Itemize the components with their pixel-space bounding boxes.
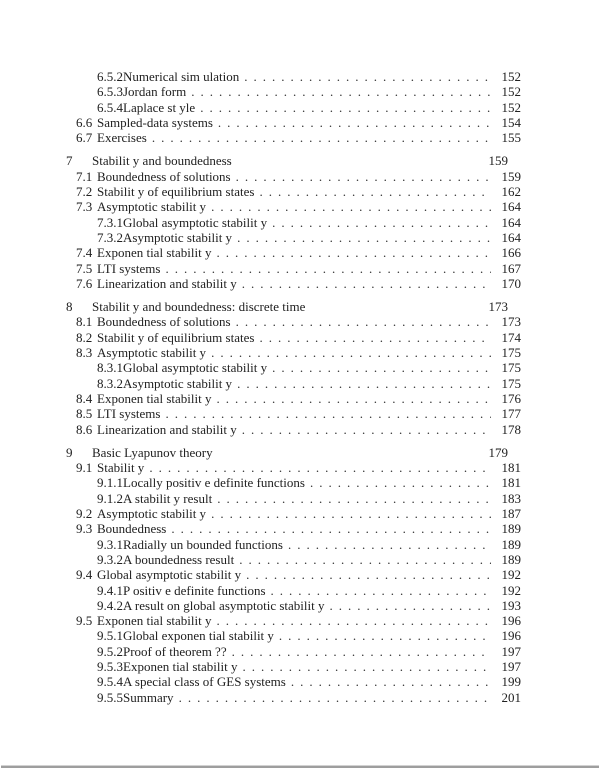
toc-entry[interactable] bbox=[76, 613, 521, 628]
entry-number: 9.2 bbox=[76, 506, 93, 522]
entry-title: Exponen tial stabilit y bbox=[97, 245, 212, 261]
entry-page-number: 201 bbox=[501, 689, 521, 705]
toc-entry[interactable] bbox=[97, 100, 521, 115]
entry-number: 9.3.2 bbox=[97, 551, 123, 567]
toc-entry[interactable] bbox=[97, 537, 521, 552]
entry-number: 9.3 bbox=[76, 521, 93, 537]
entry-title: Linearization and stabilit y bbox=[97, 275, 237, 291]
toc-entry[interactable] bbox=[97, 628, 521, 643]
entry-number: 9.5.2 bbox=[97, 643, 123, 659]
dot-leader bbox=[242, 422, 491, 437]
entry-title: A stabilit y result bbox=[123, 490, 213, 506]
toc-entry[interactable] bbox=[97, 376, 521, 391]
entry-number: 9 bbox=[66, 444, 73, 460]
entry-number: 9.5.3 bbox=[97, 658, 123, 674]
dot-leader bbox=[242, 276, 491, 291]
entry-title: Basic Lyapunov theory bbox=[92, 444, 213, 460]
entry-page-number: 192 bbox=[501, 567, 521, 583]
entry-page-number: 196 bbox=[501, 613, 521, 629]
entry-number: 9.5 bbox=[76, 613, 93, 629]
entry-number: 8.5 bbox=[76, 406, 93, 422]
dot-leader bbox=[211, 345, 491, 360]
dot-leader bbox=[236, 314, 491, 329]
dot-leader bbox=[237, 376, 491, 391]
toc-entry[interactable] bbox=[97, 491, 521, 506]
entry-number: 7.1 bbox=[76, 168, 93, 184]
toc-entry[interactable] bbox=[76, 199, 521, 214]
dot-leader bbox=[259, 184, 491, 199]
entry-number: 8.1 bbox=[76, 314, 93, 330]
dot-leader bbox=[217, 491, 491, 506]
dot-leader bbox=[279, 628, 491, 643]
entry-page-number: 181 bbox=[501, 460, 521, 476]
entry-title: LTI systems bbox=[97, 260, 161, 276]
dot-leader bbox=[216, 245, 491, 260]
entry-title: Radially un bounded functions bbox=[123, 536, 283, 552]
entry-number: 7.4 bbox=[76, 245, 93, 261]
toc-entry[interactable] bbox=[76, 245, 521, 260]
entry-number: 6.7 bbox=[76, 130, 93, 146]
entry-page-number: 183 bbox=[501, 490, 521, 506]
toc-entry[interactable] bbox=[76, 521, 521, 536]
dot-leader bbox=[237, 230, 491, 245]
entry-title: Asymptotic stabilit y bbox=[97, 345, 207, 361]
toc-entry[interactable] bbox=[97, 230, 521, 245]
entry-page-number: 164 bbox=[501, 214, 521, 230]
entry-page-number: 174 bbox=[501, 329, 521, 345]
toc-block bbox=[66, 299, 521, 437]
entry-title: P ositiv e definite functions bbox=[123, 582, 266, 598]
dot-leader bbox=[216, 613, 491, 628]
entry-title: Summary bbox=[123, 689, 174, 705]
entry-number: 9.4 bbox=[76, 567, 93, 583]
entry-title: LTI systems bbox=[97, 406, 161, 422]
entry-number: 9.1 bbox=[76, 460, 93, 476]
dot-leader bbox=[179, 690, 491, 705]
entry-page-number: 193 bbox=[501, 597, 521, 613]
entry-page-number: 192 bbox=[501, 582, 521, 598]
toc-entry[interactable] bbox=[76, 460, 521, 475]
entry-page-number: 197 bbox=[501, 658, 521, 674]
entry-title: Boundedness of solutions bbox=[97, 168, 231, 184]
entry-page-number: 189 bbox=[501, 536, 521, 552]
toc-block bbox=[66, 153, 521, 291]
toc-entry[interactable] bbox=[97, 360, 521, 375]
entry-number: 7.2 bbox=[76, 184, 93, 200]
entry-title: Boundedness bbox=[97, 521, 167, 537]
entry-page-number: 152 bbox=[501, 99, 521, 115]
dot-leader bbox=[165, 261, 491, 276]
entry-page-number: 196 bbox=[501, 628, 521, 644]
entry-page-number: 159 bbox=[501, 168, 521, 184]
entry-number: 6.5.3 bbox=[97, 84, 123, 100]
toc-entry[interactable] bbox=[76, 406, 521, 421]
toc-entry[interactable] bbox=[76, 169, 521, 184]
entry-page-number: 199 bbox=[501, 674, 521, 690]
entry-title: Laplace st yle bbox=[123, 99, 196, 115]
entry-number: 7.6 bbox=[76, 275, 93, 291]
entry-title: A result on global asymptotic stabilit y bbox=[123, 597, 325, 613]
entry-number: 8.2 bbox=[76, 329, 93, 345]
entry-page-number: 152 bbox=[501, 69, 521, 84]
entry-page-number: 173 bbox=[488, 299, 508, 315]
entry-page-number: 155 bbox=[501, 130, 521, 146]
dot-leader bbox=[288, 537, 491, 552]
toc-entry[interactable] bbox=[97, 69, 521, 84]
entry-page-number: 152 bbox=[501, 84, 521, 100]
toc-entry[interactable] bbox=[76, 330, 521, 345]
entry-title: Locally positiv e definite functions bbox=[123, 475, 305, 491]
toc-entry[interactable] bbox=[97, 583, 521, 598]
entry-number: 7.3.1 bbox=[97, 214, 123, 230]
entry-number: 9.4.2 bbox=[97, 597, 123, 613]
entry-number: 6.6 bbox=[76, 114, 93, 130]
entry-title: Stabilit y of equilibrium states bbox=[97, 184, 255, 200]
entry-page-number: 164 bbox=[501, 199, 521, 215]
entry-page-number: 177 bbox=[501, 406, 521, 422]
entry-title: Global exponen tial stabilit y bbox=[123, 628, 274, 644]
entry-title: Boundedness of solutions bbox=[97, 314, 231, 330]
entry-title: Stabilit y and boundedness: discrete time bbox=[92, 299, 306, 315]
entry-number: 6.5.2 bbox=[97, 69, 123, 84]
entry-title: Jordan form bbox=[123, 84, 187, 100]
entry-page-number: 176 bbox=[501, 390, 521, 406]
entry-title: Proof of theorem ?? bbox=[123, 643, 227, 659]
entry-page-number: 197 bbox=[501, 643, 521, 659]
dot-leader bbox=[239, 552, 491, 567]
entry-title: Asymptotic stabilit y bbox=[97, 506, 207, 522]
entry-title: Exercises bbox=[97, 130, 147, 146]
dot-leader bbox=[165, 406, 491, 421]
entry-page-number: 166 bbox=[501, 245, 521, 261]
entry-number: 9.1.1 bbox=[97, 475, 123, 491]
dot-leader bbox=[246, 567, 491, 582]
entry-number: 8.6 bbox=[76, 421, 93, 437]
toc-entry[interactable] bbox=[97, 644, 521, 659]
toc-entry[interactable] bbox=[97, 215, 521, 230]
entry-page-number: 189 bbox=[501, 551, 521, 567]
entry-number: 9.3.1 bbox=[97, 536, 123, 552]
dot-leader bbox=[310, 475, 491, 490]
entry-title: Global asymptotic stabilit y bbox=[123, 214, 268, 230]
entry-title: Exponen tial stabilit y bbox=[123, 658, 238, 674]
dot-leader bbox=[244, 69, 491, 84]
dot-leader bbox=[291, 674, 491, 689]
entry-page-number: 159 bbox=[488, 153, 508, 169]
entry-number: 9.5.4 bbox=[97, 674, 123, 690]
entry-title: Stabilit y bbox=[97, 460, 145, 476]
entry-number: 9.5.5 bbox=[97, 689, 123, 705]
toc-entry[interactable] bbox=[76, 261, 521, 276]
entry-title: Exponen tial stabilit y bbox=[97, 390, 212, 406]
entry-title: Numerical sim ulation bbox=[123, 69, 240, 84]
dot-leader bbox=[218, 115, 491, 130]
entry-number: 7.3.2 bbox=[97, 229, 123, 245]
entry-title: Global asymptotic stabilit y bbox=[123, 360, 268, 376]
entry-title: Stabilit y of equilibrium states bbox=[97, 329, 255, 345]
toc-entry[interactable] bbox=[76, 391, 521, 406]
entry-page-number: 187 bbox=[501, 506, 521, 522]
entry-number: 8.4 bbox=[76, 390, 93, 406]
entry-number: 6.5.4 bbox=[97, 99, 123, 115]
dot-leader bbox=[211, 199, 491, 214]
toc-entry[interactable] bbox=[76, 506, 521, 521]
toc-entry[interactable] bbox=[76, 567, 521, 582]
toc-entry[interactable] bbox=[76, 422, 521, 437]
entry-title: Exponen tial stabilit y bbox=[97, 613, 212, 629]
entry-number: 8 bbox=[66, 299, 73, 315]
toc-entry[interactable] bbox=[76, 345, 521, 360]
dot-leader bbox=[216, 391, 491, 406]
toc-entry[interactable] bbox=[76, 115, 521, 130]
toc-entry[interactable] bbox=[76, 276, 521, 291]
dot-leader bbox=[271, 583, 492, 598]
dot-leader bbox=[191, 84, 491, 99]
entry-number: 7.5 bbox=[76, 260, 93, 276]
toc-entry[interactable] bbox=[97, 84, 521, 99]
toc-block bbox=[66, 69, 521, 145]
entry-page-number: 175 bbox=[501, 360, 521, 376]
toc-entry[interactable] bbox=[97, 690, 521, 705]
entry-title: A special class of GES systems bbox=[123, 674, 286, 690]
entry-page-number: 175 bbox=[501, 345, 521, 361]
toc-entry[interactable] bbox=[97, 674, 521, 689]
dot-leader bbox=[259, 330, 491, 345]
toc-entry[interactable] bbox=[76, 314, 521, 329]
entry-title: Sampled-data systems bbox=[97, 114, 213, 130]
entry-page-number: 154 bbox=[501, 114, 521, 130]
entry-number: 8.3 bbox=[76, 345, 93, 361]
dot-leader bbox=[171, 521, 491, 536]
toc-entry[interactable] bbox=[97, 552, 521, 567]
entry-number: 8.3.2 bbox=[97, 375, 123, 391]
entry-title: Asymptotic stabilit y bbox=[97, 199, 207, 215]
toc-entry[interactable] bbox=[97, 475, 521, 490]
dot-leader bbox=[236, 169, 491, 184]
entry-number: 9.4.1 bbox=[97, 582, 123, 598]
page-separator bbox=[1, 765, 599, 768]
entry-title: Asymptotic stabilit y bbox=[123, 375, 233, 391]
toc-entry[interactable] bbox=[76, 184, 521, 199]
dot-leader bbox=[272, 360, 491, 375]
dot-leader bbox=[200, 100, 491, 115]
entry-page-number: 175 bbox=[501, 375, 521, 391]
entry-title: Asymptotic stabilit y bbox=[123, 229, 233, 245]
toc-chapter-entry[interactable] bbox=[66, 299, 521, 314]
entry-number: 9.1.2 bbox=[97, 490, 123, 506]
toc-chapter-entry[interactable] bbox=[66, 445, 521, 460]
entry-number: 7.3 bbox=[76, 199, 93, 215]
entry-page-number: 167 bbox=[501, 260, 521, 276]
entry-page-number: 162 bbox=[501, 184, 521, 200]
toc-entry[interactable] bbox=[97, 659, 521, 674]
toc bbox=[66, 69, 521, 705]
dot-leader bbox=[329, 598, 491, 613]
entry-title: A boundedness result bbox=[123, 551, 235, 567]
toc-entry[interactable] bbox=[97, 598, 521, 613]
dot-leader bbox=[211, 506, 491, 521]
entry-title: Stabilit y and boundedness bbox=[92, 153, 232, 169]
entry-number: 8.3.1 bbox=[97, 360, 123, 376]
entry-page-number: 181 bbox=[501, 475, 521, 491]
dot-leader bbox=[152, 130, 491, 145]
dot-leader bbox=[232, 644, 491, 659]
entry-page-number: 179 bbox=[488, 444, 508, 460]
entry-title: Global asymptotic stabilit y bbox=[97, 567, 242, 583]
entry-page-number: 178 bbox=[501, 421, 521, 437]
entry-page-number: 164 bbox=[501, 229, 521, 245]
dot-leader bbox=[149, 460, 491, 475]
entry-title: Linearization and stabilit y bbox=[97, 421, 237, 437]
toc-block bbox=[66, 445, 521, 705]
dot-leader bbox=[242, 659, 491, 674]
entry-page-number: 170 bbox=[501, 275, 521, 291]
entry-page-number: 173 bbox=[501, 314, 521, 330]
toc-entry[interactable] bbox=[76, 130, 521, 145]
toc-chapter-entry[interactable] bbox=[66, 153, 521, 168]
entry-number: 7 bbox=[66, 153, 73, 169]
dot-leader bbox=[272, 215, 491, 230]
entry-page-number: 189 bbox=[501, 521, 521, 537]
entry-number: 9.5.1 bbox=[97, 628, 123, 644]
